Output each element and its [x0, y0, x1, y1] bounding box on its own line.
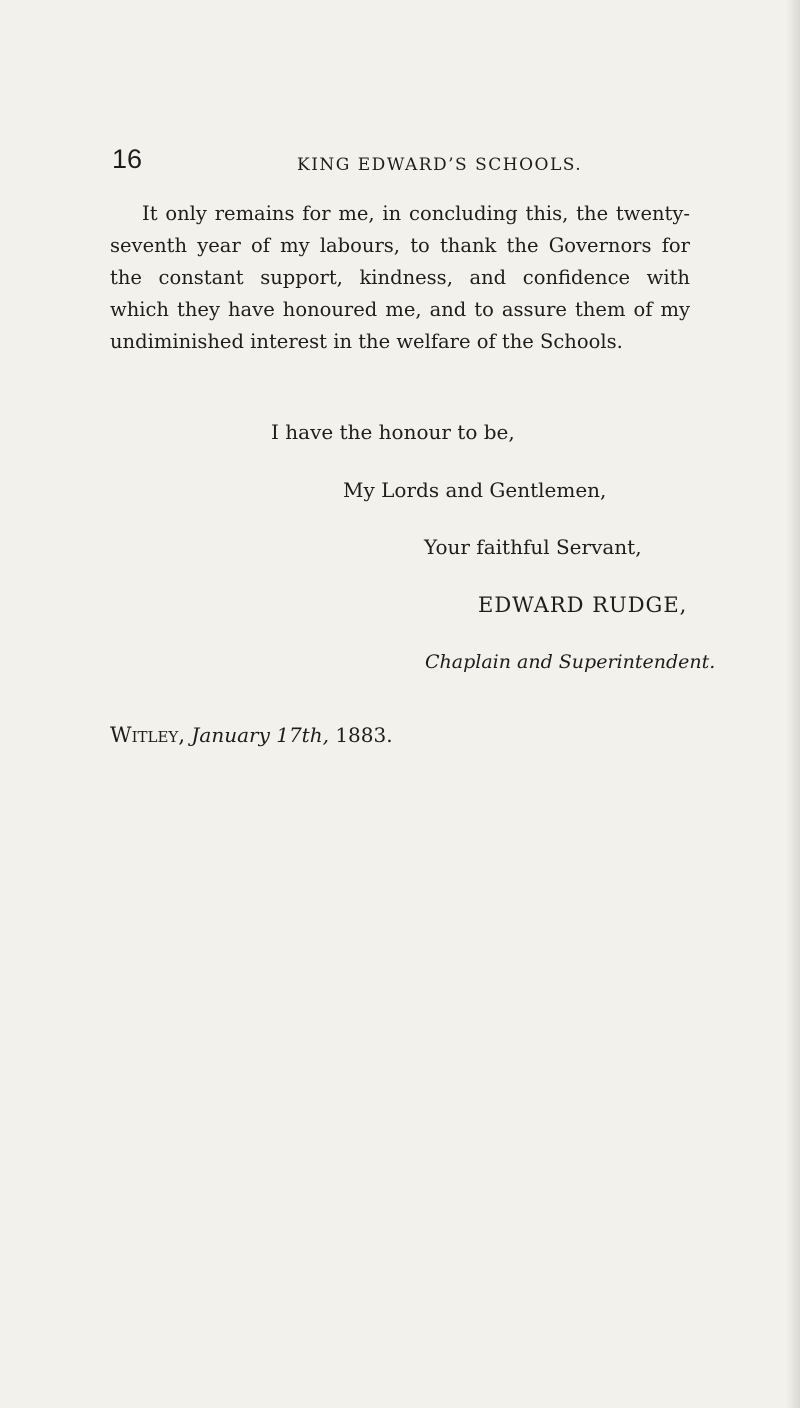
dateline [110, 720, 393, 750]
body-paragraph: It only remains for me, in concluding this, the twenty-seventh year of my labours, to thank the Governors for the constant support, kindness, and confidence with which they have honoured me, and to assure them of my undiminished interest in the welfare of the Schools. [110, 202, 690, 353]
signature-name: EDWARD RUDGE, [478, 593, 688, 617]
dateline-year: 1883. [335, 723, 393, 747]
signature-title: Chaplain and Superintendent. [425, 651, 716, 673]
closing-line-honour: I have the honour to be, [271, 420, 515, 444]
dateline-date: January 17th, [191, 723, 329, 747]
running-head: KING EDWARD’S SCHOOLS. [297, 155, 583, 175]
page-number: 16 [112, 144, 143, 174]
closing-line-servant: Your faithful Servant, [424, 535, 642, 559]
page-edge-shadow [786, 0, 800, 1408]
closing-line-salutation: My Lords and Gentlemen, [343, 478, 607, 502]
dateline-place: Witley, [110, 723, 186, 747]
